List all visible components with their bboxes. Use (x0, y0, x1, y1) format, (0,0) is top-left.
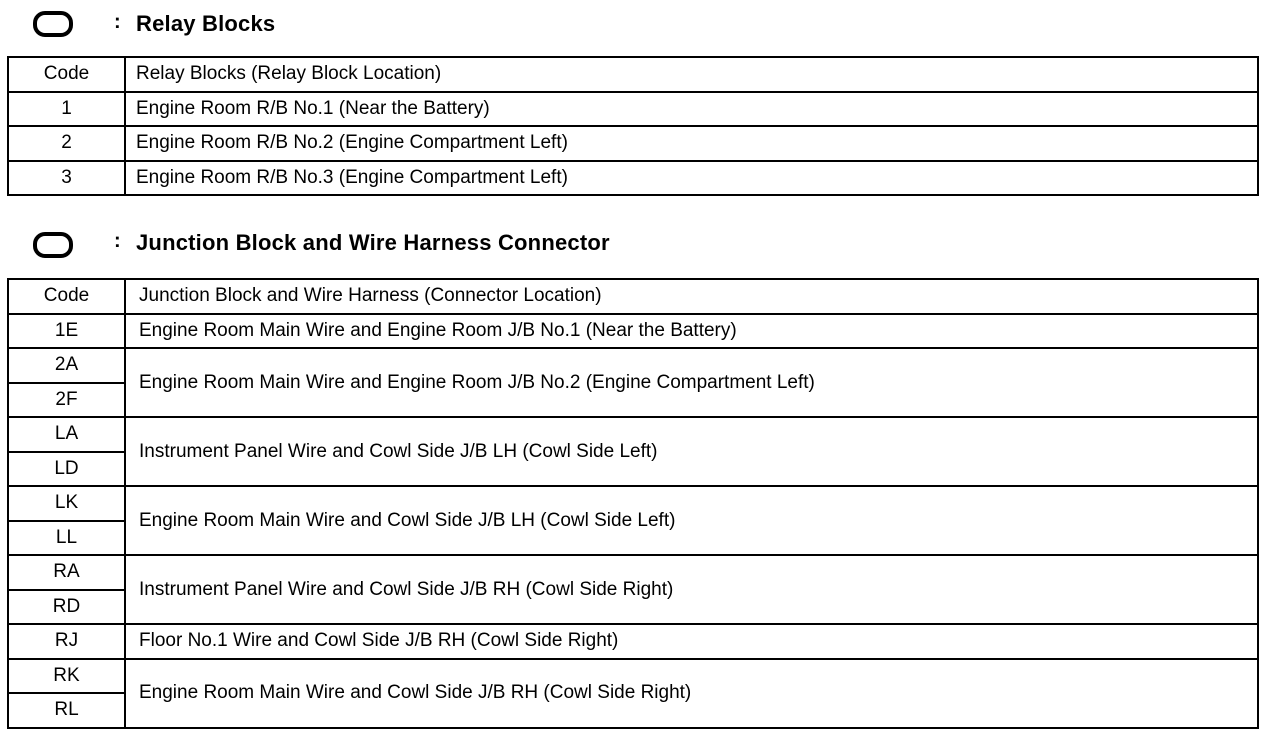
location-cell: Engine Room Main Wire and Engine Room J/B No.1 (Near the Battery) (125, 314, 1258, 349)
code-cell: RA (8, 555, 125, 590)
location-header: Relay Blocks (Relay Block Location) (125, 57, 1258, 92)
relay-heading-colon: : (114, 11, 121, 33)
junction-heading-title: Junction Block and Wire Harness Connector (136, 230, 610, 255)
table-row (8, 624, 1258, 659)
table-row (8, 659, 1258, 694)
location-header: Junction Block and Wire Harness (Connector Location) (125, 279, 1258, 314)
code-cell: 3 (8, 161, 125, 196)
code-cell: 2 (8, 126, 125, 161)
code-cell: LK (8, 486, 125, 521)
table-header-row (8, 279, 1258, 314)
relay-heading-title: Relay Blocks (136, 11, 276, 36)
code-cell: RD (8, 590, 125, 625)
code-cell: 1E (8, 314, 125, 349)
junction-block-symbol-icon (33, 232, 73, 258)
code-header: Code (8, 279, 125, 314)
junction-heading-colon: : (114, 230, 121, 252)
table-row (8, 314, 1258, 349)
location-cell: Instrument Panel Wire and Cowl Side J/B LH (Cowl Side Left) (125, 417, 1258, 486)
location-cell: Engine Room R/B No.3 (Engine Compartment Left) (125, 161, 1258, 196)
table-row (8, 417, 1258, 452)
table-row (8, 161, 1258, 196)
location-cell: Engine Room Main Wire and Cowl Side J/B LH (Cowl Side Left) (125, 486, 1258, 555)
location-cell: Floor No.1 Wire and Cowl Side J/B RH (Cowl Side Right) (125, 624, 1258, 659)
code-header: Code (8, 57, 125, 92)
code-cell: LL (8, 521, 125, 556)
table-row (8, 348, 1258, 383)
relay-block-symbol-icon (33, 11, 73, 37)
table-row (8, 555, 1258, 590)
table-row (8, 126, 1258, 161)
relay-blocks-heading (0, 0, 1280, 40)
location-cell: Instrument Panel Wire and Cowl Side J/B RH (Cowl Side Right) (125, 555, 1258, 624)
code-cell: RJ (8, 624, 125, 659)
code-cell: LA (8, 417, 125, 452)
junction-block-heading (0, 222, 1280, 262)
location-cell: Engine Room Main Wire and Cowl Side J/B RH (Cowl Side Right) (125, 659, 1258, 728)
code-cell: 2A (8, 348, 125, 383)
relay-blocks-table (7, 56, 1259, 196)
location-cell: Engine Room R/B No.2 (Engine Compartment Left) (125, 126, 1258, 161)
code-cell: LD (8, 452, 125, 487)
code-cell: RL (8, 693, 125, 728)
table-row (8, 486, 1258, 521)
location-cell: Engine Room Main Wire and Engine Room J/B No.2 (Engine Compartment Left) (125, 348, 1258, 417)
table-row (8, 92, 1258, 127)
location-cell: Engine Room R/B No.1 (Near the Battery) (125, 92, 1258, 127)
junction-block-table (7, 278, 1259, 729)
code-cell: RK (8, 659, 125, 694)
code-cell: 2F (8, 383, 125, 418)
code-cell: 1 (8, 92, 125, 127)
table-header-row (8, 57, 1258, 92)
